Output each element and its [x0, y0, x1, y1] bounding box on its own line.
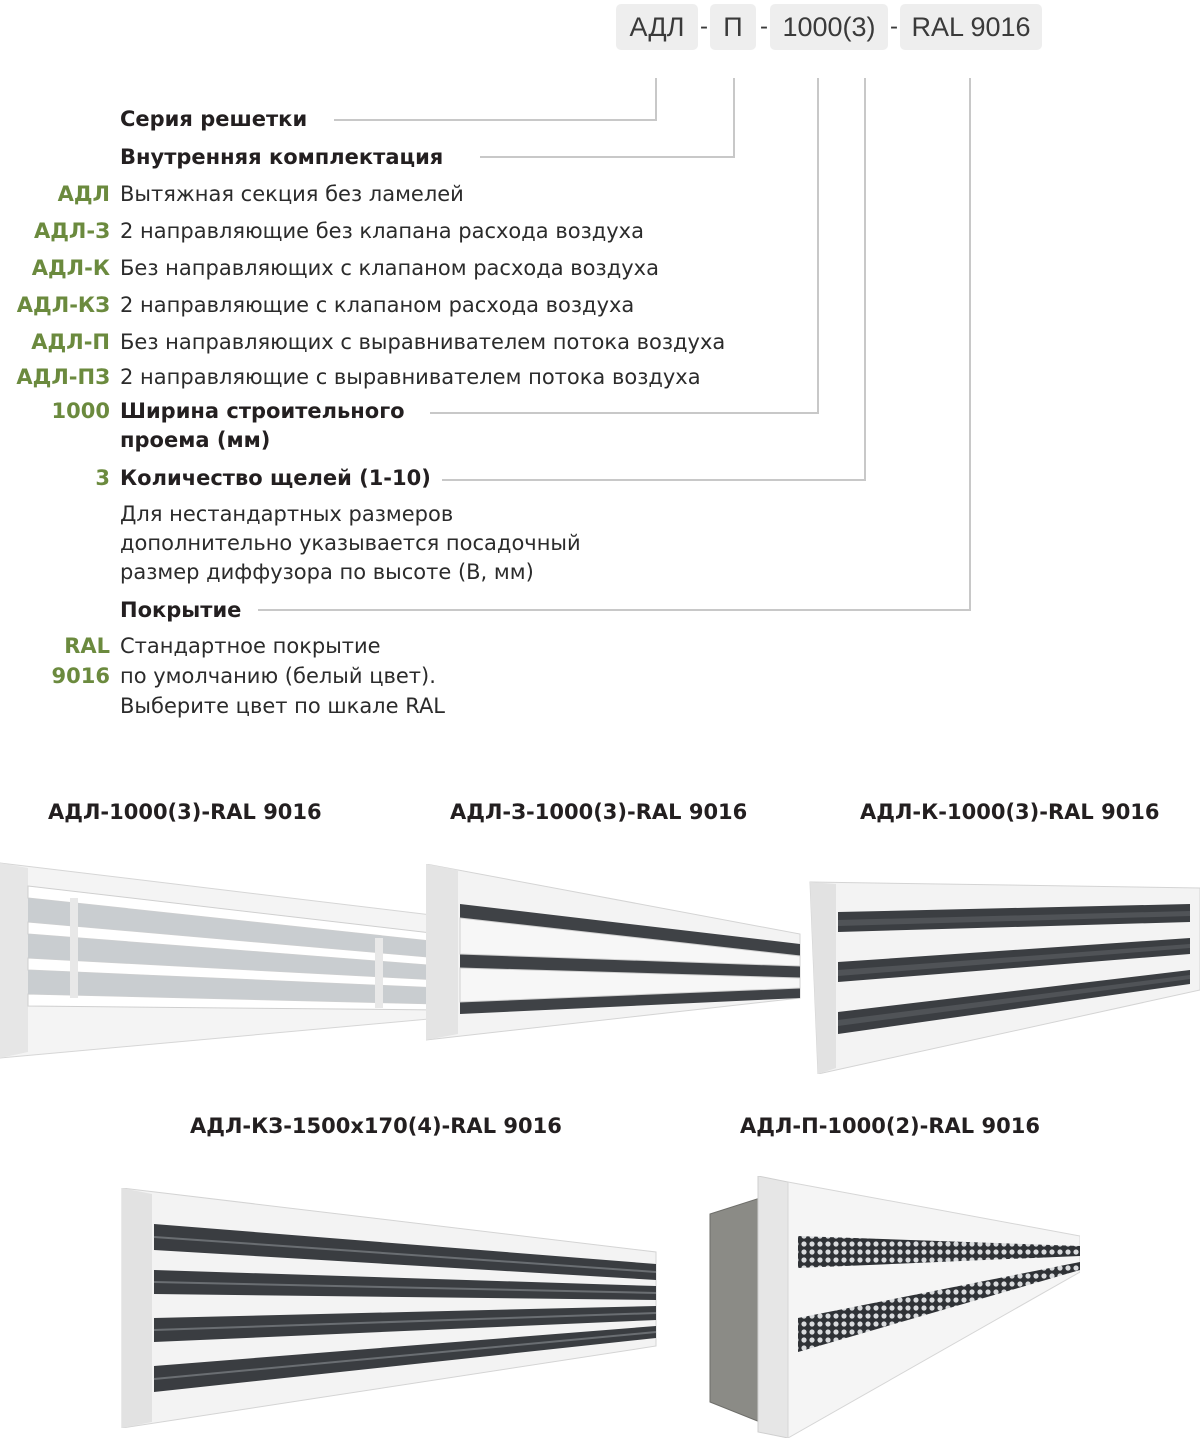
series-desc: 2 направляющие без клапана расхода воздуха [120, 219, 644, 243]
coating-code-line1: RAL [64, 634, 110, 658]
series-code: АДЛ-З [33, 219, 110, 243]
series-desc: Без направляющих с клапаном расхода воздуха [120, 256, 659, 280]
product-image-adl-p [704, 1176, 1080, 1438]
coating-code-line2: 9016 [51, 664, 110, 688]
product-label: АДЛ-П-1000(2)-RAL 9016 [740, 1114, 1040, 1138]
code-separator: - [890, 13, 898, 40]
coating-line: Стандартное покрытие [120, 634, 381, 658]
nonstandard-note [120, 500, 581, 587]
code-part-series: АДЛ [616, 4, 698, 50]
slots-code: 3 [95, 466, 110, 490]
series-code: АДЛ-ПЗ [16, 365, 110, 389]
code-part-inner: П [710, 4, 756, 50]
note-line: Для нестандартных размеров [120, 502, 454, 526]
code-separator: - [760, 13, 768, 40]
code-part-coating: RAL 9016 [900, 4, 1042, 50]
series-heading: Серия решетки [120, 107, 308, 131]
series-desc: Без направляющих с выравнивателем потока воздуха [120, 330, 726, 354]
width-label-line2: проема (мм) [120, 428, 271, 452]
product-image-adl-z [426, 864, 806, 1064]
product-label: АДЛ-З-1000(3)-RAL 9016 [450, 800, 748, 824]
code-separator: - [700, 13, 708, 40]
code-part-width: 1000(3) [770, 4, 888, 50]
series-code: АДЛ [57, 182, 110, 206]
series-code: АДЛ-К [31, 256, 110, 280]
product-image-adl [0, 858, 440, 1068]
coating-line: по умолчанию (белый цвет). [120, 664, 436, 688]
product-label: АДЛ-КЗ-1500x170(4)-RAL 9016 [190, 1114, 562, 1138]
series-code: АДЛ-КЗ [16, 293, 110, 317]
product-label: АДЛ-К-1000(3)-RAL 9016 [860, 800, 1160, 824]
note-line: дополнительно указывается посадочный [120, 531, 581, 555]
leader-inner [480, 78, 734, 157]
slots-label: Количество щелей (1-10) [120, 466, 431, 490]
product-image-adl-kz [112, 1188, 660, 1428]
product-image-adl-k [800, 878, 1200, 1074]
leader-series [334, 78, 656, 120]
series-code: АДЛ-П [31, 330, 110, 354]
coating-heading: Покрытие [120, 598, 242, 622]
width-code: 1000 [51, 399, 110, 423]
coating-desc [120, 631, 445, 721]
coating-line: Выберите цвет по шкале RAL [120, 694, 446, 718]
series-desc: 2 направляющие с клапаном расхода воздуха [120, 293, 635, 317]
inner-heading: Внутренняя комплектация [120, 145, 444, 169]
note-line: размер диффузора по высоте (В, мм) [120, 560, 534, 584]
series-desc: Вытяжная секция без ламелей [120, 182, 464, 206]
product-label: АДЛ-1000(3)-RAL 9016 [48, 800, 322, 824]
width-label-line1: Ширина строительного [120, 399, 405, 423]
series-desc: 2 направляющие с выравнивателем потока воздуха [120, 365, 701, 389]
